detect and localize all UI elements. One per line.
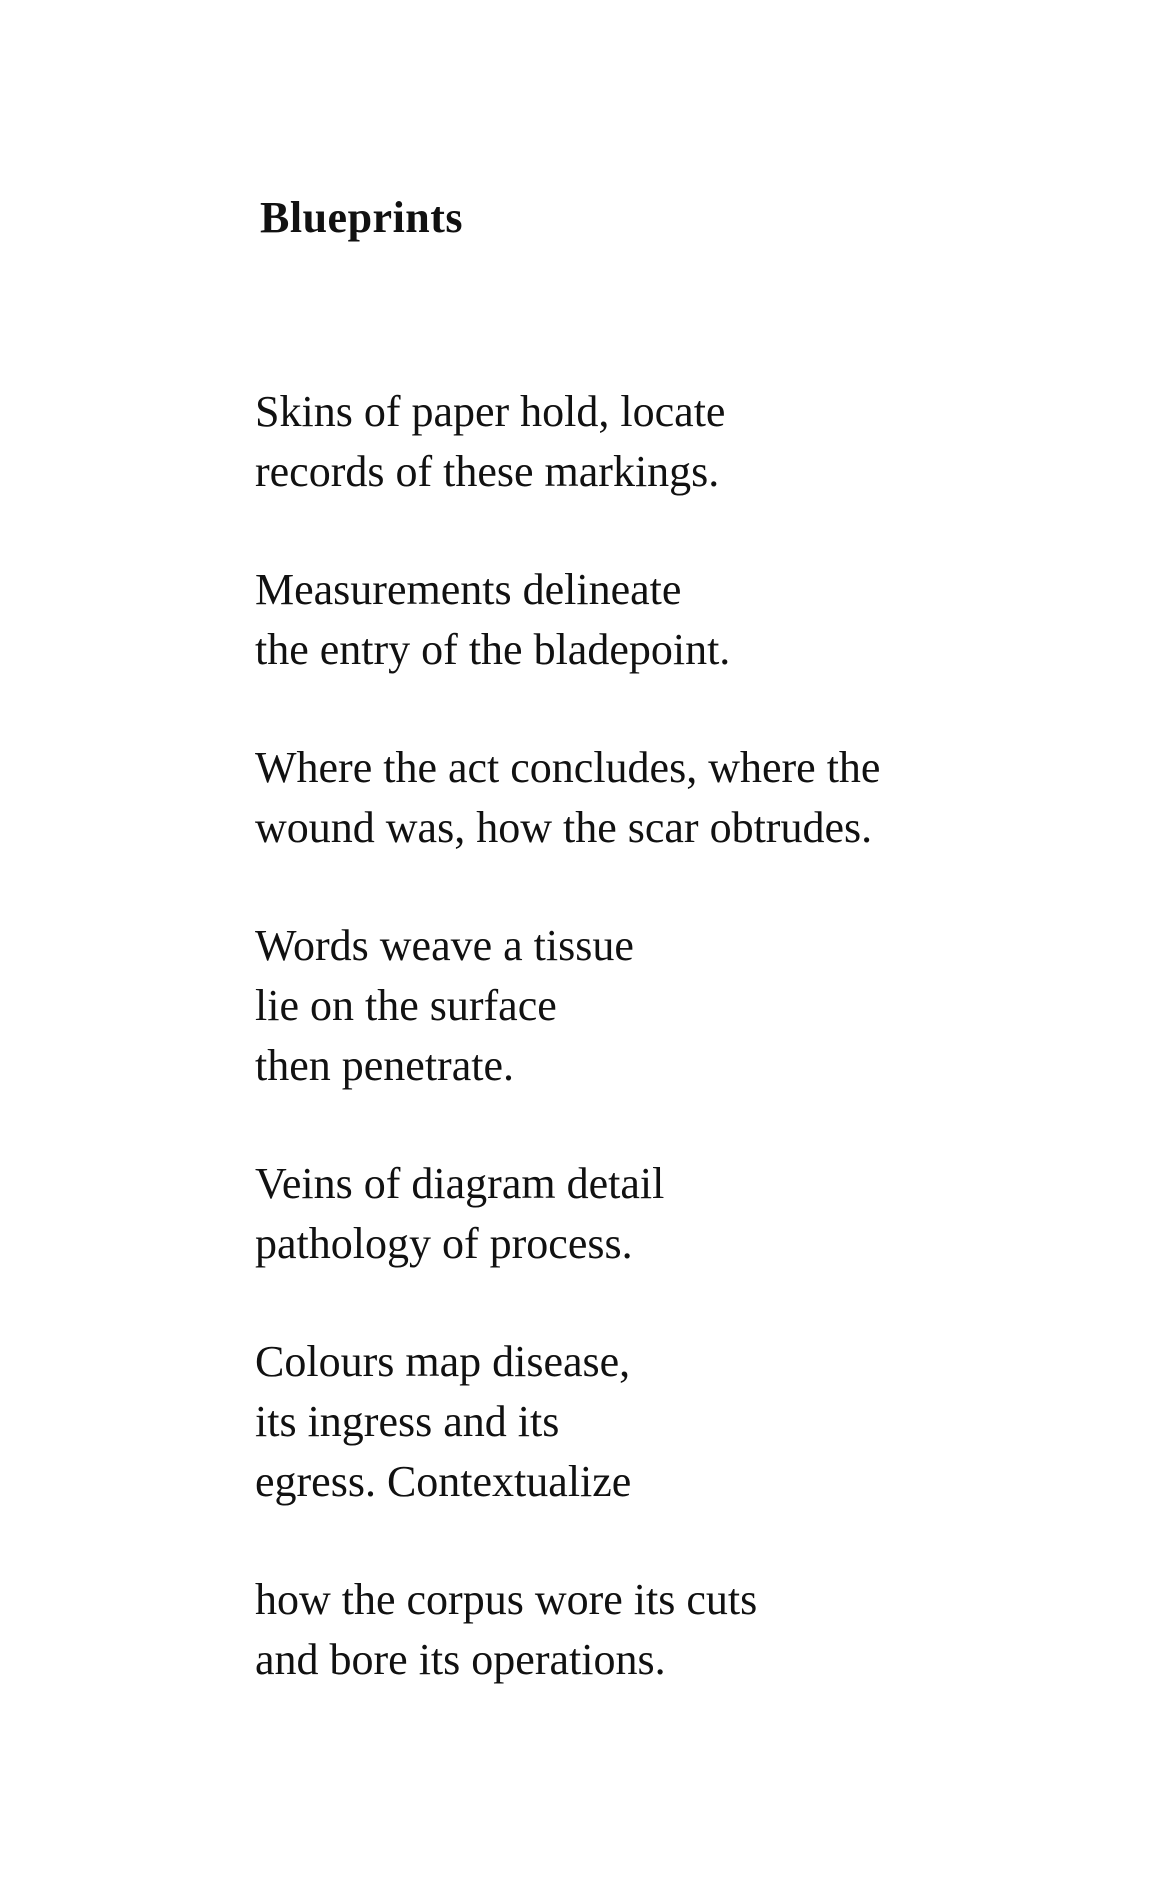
- poem-line: Words weave a tissue: [255, 921, 634, 970]
- poem-line: Skins of paper hold, locate: [255, 387, 726, 436]
- poem-body: [255, 382, 1115, 1748]
- poem-title: Blueprints: [260, 193, 464, 242]
- stanza-7: [255, 1570, 1115, 1690]
- poem-line: Veins of diagram detail: [255, 1159, 665, 1208]
- stanza-2: [255, 560, 1115, 680]
- poem-line: Where the act concludes, where the: [255, 743, 881, 792]
- poem-line: wound was, how the scar obtrudes.: [255, 803, 873, 852]
- stanza-3: [255, 738, 1115, 858]
- poem-line: egress. Contextualize: [255, 1457, 632, 1506]
- poem-line: then penetrate.: [255, 1041, 514, 1090]
- stanza-4: [255, 916, 1115, 1096]
- stanza-1: [255, 382, 1115, 502]
- poem-line: pathology of process.: [255, 1219, 633, 1268]
- poem-line: Colours map disease,: [255, 1337, 631, 1386]
- poem-line: the entry of the bladepoint.: [255, 625, 731, 674]
- stanza-5: [255, 1154, 1115, 1274]
- poem-line: its ingress and its: [255, 1397, 560, 1446]
- poem-line: Measurements delineate: [255, 565, 682, 614]
- poem-line: and bore its operations.: [255, 1635, 666, 1684]
- poem-line: how the corpus wore its cuts: [255, 1575, 758, 1624]
- poem-line: lie on the surface: [255, 981, 557, 1030]
- stanza-6: [255, 1332, 1115, 1512]
- poem-line: records of these markings.: [255, 447, 720, 496]
